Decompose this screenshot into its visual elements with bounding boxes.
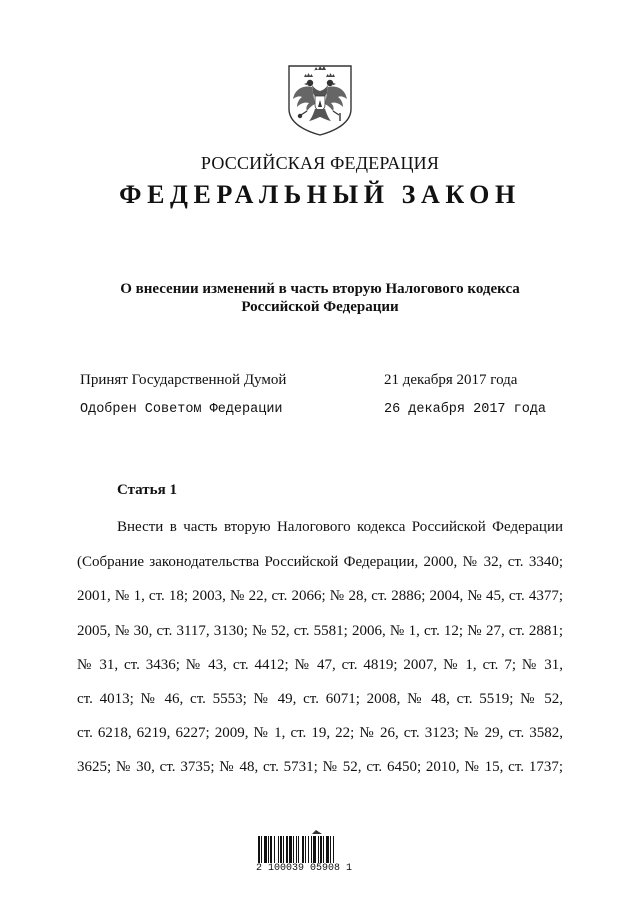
article-text-line: № 31, ст. 3436; № 43, ст. 4412; № 47, ст. 4819; 2007, № 1, ст. 7; № 31, <box>77 657 563 673</box>
law-title <box>0 280 640 316</box>
country-name: РОССИЙСКАЯ ФЕДЕРАЦИЯ <box>200 153 440 173</box>
article-text-line: ст. 4013; № 46, ст. 5553; № 49, ст. 6071; 2008, № 48, ст. 5519; № 52, <box>77 691 563 707</box>
barcode-number: 2 100039 05908 1 <box>256 863 388 874</box>
council-approval-date: 26 декабря 2017 года <box>384 402 547 417</box>
article-text-line: 2001, № 1, ст. 18; 2003, № 22, ст. 2066; № 28, ст. 2886; 2004, № 45, ст. 4377; <box>77 588 563 604</box>
law-title-line-1: О внесении изменений в часть вторую Налогового кодекса <box>120 281 520 297</box>
article-text-line: 3625; № 30, ст. 3735; № 48, ст. 5731; № 52, ст. 6450; 2010, № 15, ст. 1737; <box>77 759 563 775</box>
duma-adoption-label: Принят Государственной Думой <box>80 372 287 388</box>
council-approval-label: Одобрен Советом Федерации <box>80 402 283 417</box>
duma-adoption-date: 21 декабря 2017 года <box>384 372 518 388</box>
article-text-line: (Собрание законодательства Российской Федерации, 2000, № 32, ст. 3340; <box>77 554 563 570</box>
document-type: ФЕДЕРАЛЬНЫЙ ЗАКОН <box>119 180 521 209</box>
law-title-line-2: Российской Федерации <box>241 299 399 315</box>
article-text-line: 2005, № 30, ст. 3117, 3130; № 52, ст. 5581; 2006, № 1, ст. 12; № 27, ст. 2881; <box>77 623 563 639</box>
article-text-line: Внести в часть вторую Налогового кодекса Российской Федерации <box>117 519 563 535</box>
article-heading: Статья 1 <box>117 482 177 498</box>
article-text-line: ст. 6218, 6219, 6227; 2009, № 1, ст. 19, 22; № 26, ст. 3123; № 29, ст. 3582, <box>77 725 563 741</box>
russian-coat-of-arms-icon <box>285 63 355 137</box>
